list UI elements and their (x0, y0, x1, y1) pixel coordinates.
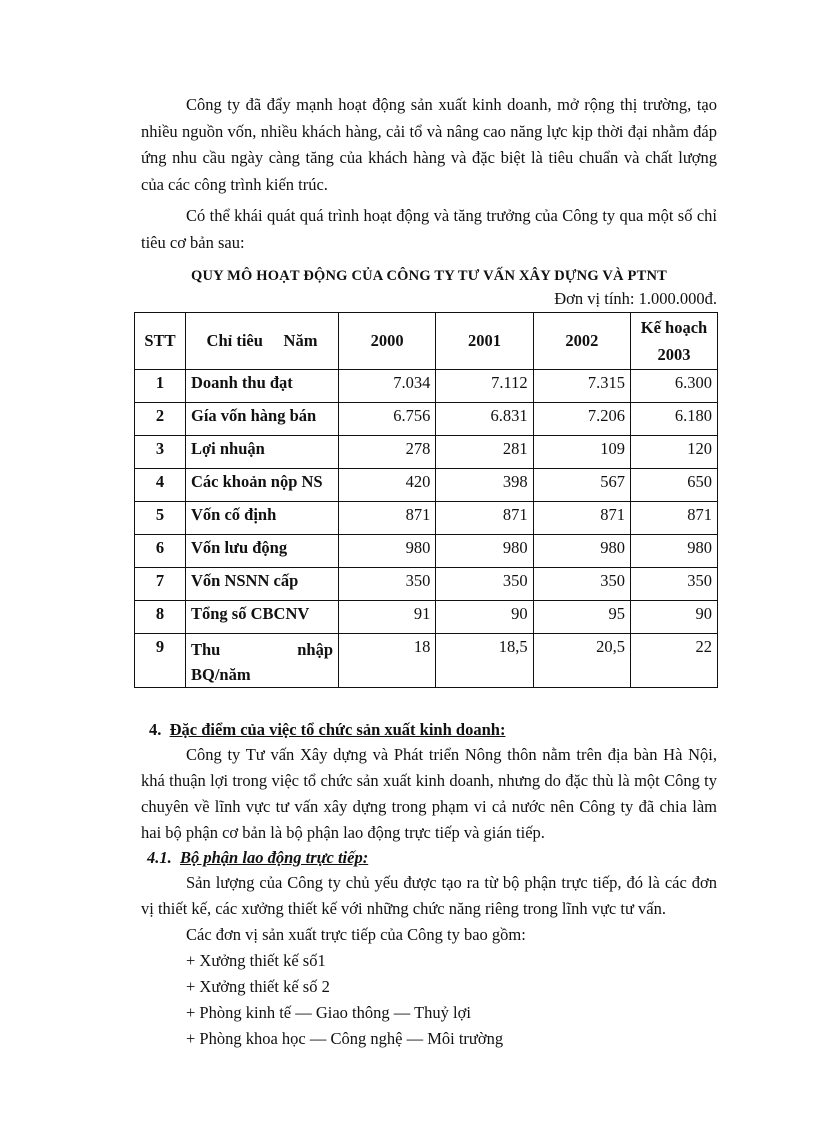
list-item: + Phòng kinh tế — Giao thông — Thuỷ lợi (186, 1003, 471, 1022)
header-indicator-year (186, 313, 339, 370)
row-value-2002: 350 (533, 568, 630, 601)
table-row (135, 370, 718, 403)
table-row (135, 502, 718, 535)
table-row (135, 436, 718, 469)
header-stt: STT (135, 313, 186, 370)
header-2000: 2000 (339, 313, 436, 370)
row-value-2000: 6.756 (339, 403, 436, 436)
row-value-2000: 871 (339, 502, 436, 535)
row-value-2002: 109 (533, 436, 630, 469)
section-4-heading (149, 718, 717, 742)
activity-scale-table (134, 312, 718, 688)
header-plan-2003 (631, 313, 718, 370)
row-value-2002: 980 (533, 535, 630, 568)
section-4-paragraph: Công ty Tư vấn Xây dựng và Phát triển Nông thôn nằm trên địa bàn Hà Nội, khá thuận lợi trong việc tổ chức sản xuất kinh doanh, nhưng do đặc thù là một Công ty chuyên về lĩnh vực tư vấn xây dựng trong phạm vi cả nước nên Công ty đã chia làm hai bộ phận cơ bản là bộ phận lao động trực tiếp và gián tiếp. (141, 745, 717, 842)
list-item: + Xưởng thiết kế số 2 (186, 977, 330, 996)
section-4-1-heading (147, 846, 717, 870)
row-value-2000: 980 (339, 535, 436, 568)
list-intro: Các đơn vị sản xuất trực tiếp của Công ty bao gồm: (186, 925, 526, 944)
row-indicator: Vốn lưu động (186, 535, 339, 568)
direct-units-list (141, 922, 717, 1052)
list-item: + Xưởng thiết kế số1 (186, 951, 326, 970)
row-value-2002: 7.315 (533, 370, 630, 403)
section-4-1-paragraph: Sản lượng của Công ty chủ yếu được tạo ra từ bộ phận trực tiếp, đó là các đơn vị thiết kế, các xưởng thiết kế với những chức năng riêng trong lĩnh vực tư vấn. (141, 873, 717, 918)
row-indicator-line1 (191, 637, 333, 662)
row-value-2000: 420 (339, 469, 436, 502)
row-stt: 9 (135, 634, 186, 688)
table-title: QUY MÔ HOẠT ĐỘNG CỦA CÔNG TY TƯ VẤN XÂY DỰNG VÀ PTNT (190, 268, 668, 284)
section-4-colon: : (499, 720, 506, 739)
list-item: + Phòng khoa học — Công nghệ — Môi trường (186, 1029, 504, 1048)
row-value-plan: 650 (631, 469, 718, 502)
row-indicator (186, 634, 339, 688)
table-row (135, 469, 718, 502)
row-value-2002: 95 (533, 601, 630, 634)
row-indicator-word-b: nhập (297, 640, 333, 659)
section-4-title (170, 720, 506, 739)
intro-paragraph-1: Công ty đã đẩy mạnh hoạt động sản xuất kinh doanh, mở rộng thị trường, tạo nhiều nguồn vốn, nhiều khách hàng, cải tổ và nâng cao năng lực kịp thời đại nhằm đáp ứng nhu cầu ngày càng tăng của khách hàng và đặc biệt là tiêu chuẩn và chất lượng của các công trình kiến trúc. (141, 95, 717, 194)
row-indicator: Gía vốn hàng bán (186, 403, 339, 436)
row-stt: 8 (135, 601, 186, 634)
row-indicator: Tổng số CBCNV (186, 601, 339, 634)
section-4-1-number: 4.1. (147, 848, 172, 867)
row-stt: 1 (135, 370, 186, 403)
row-value-plan: 6.180 (631, 403, 718, 436)
row-value-2002: 7.206 (533, 403, 630, 436)
table-row (135, 634, 718, 688)
row-value-2000: 350 (339, 568, 436, 601)
section-4-1-title (180, 848, 368, 867)
section-4-1-title-text: Bộ phận lao động trực tiếp (180, 848, 363, 867)
document-page (141, 92, 717, 1052)
row-value-2000: 18 (339, 634, 436, 688)
row-indicator: Doanh thu đạt (186, 370, 339, 403)
table-row (135, 601, 718, 634)
header-indicator: Chỉ tiêu (206, 331, 263, 350)
row-value-2001: 18,5 (436, 634, 533, 688)
row-stt: 3 (135, 436, 186, 469)
row-value-2001: 871 (436, 502, 533, 535)
row-value-2002: 567 (533, 469, 630, 502)
row-value-plan: 22 (631, 634, 718, 688)
header-plan-line1: Kế hoạch (640, 318, 708, 337)
row-value-2000: 278 (339, 436, 436, 469)
row-indicator: Lợi nhuận (186, 436, 339, 469)
row-indicator-word-a: Thu (191, 640, 221, 659)
header-2001: 2001 (436, 313, 533, 370)
row-value-2001: 281 (436, 436, 533, 469)
row-value-plan: 350 (631, 568, 718, 601)
table-row (135, 535, 718, 568)
table-row (135, 403, 718, 436)
row-indicator-line2: BQ/năm (191, 665, 251, 684)
header-year: Năm (283, 331, 318, 350)
row-value-plan: 871 (631, 502, 718, 535)
header-2002: 2002 (533, 313, 630, 370)
header-plan-line2: 2003 (657, 345, 691, 364)
row-value-2001: 398 (436, 469, 533, 502)
row-stt: 6 (135, 535, 186, 568)
section-4-number: 4. (149, 720, 162, 739)
row-value-2001: 90 (436, 601, 533, 634)
table-row (135, 568, 718, 601)
row-value-2002: 20,5 (533, 634, 630, 688)
row-indicator: Vốn NSNN cấp (186, 568, 339, 601)
row-value-plan: 980 (631, 535, 718, 568)
row-value-2000: 7.034 (339, 370, 436, 403)
row-stt: 7 (135, 568, 186, 601)
row-value-2001: 980 (436, 535, 533, 568)
row-stt: 4 (135, 469, 186, 502)
row-value-plan: 90 (631, 601, 718, 634)
row-value-2001: 350 (436, 568, 533, 601)
row-value-2001: 6.831 (436, 403, 533, 436)
row-value-plan: 6.300 (631, 370, 718, 403)
row-stt: 2 (135, 403, 186, 436)
row-indicator: Vốn cố định (186, 502, 339, 535)
intro-paragraph-2: Có thể khái quát quá trình hoạt động và tăng trưởng của Công ty qua một số chỉ tiêu cơ bản sau: (141, 206, 717, 252)
row-indicator: Các khoản nộp NS (186, 469, 339, 502)
row-value-plan: 120 (631, 436, 718, 469)
row-value-2002: 871 (533, 502, 630, 535)
section-4-1-colon: : (362, 848, 369, 867)
table-header-row (135, 313, 718, 370)
row-stt: 5 (135, 502, 186, 535)
row-value-2001: 7.112 (436, 370, 533, 403)
table-unit: Đơn vị tính: 1.000.000đ. (554, 289, 717, 308)
row-value-2000: 91 (339, 601, 436, 634)
section-4-title-text: Đặc điểm của việc tổ chức sản xuất kinh doanh (169, 720, 500, 739)
